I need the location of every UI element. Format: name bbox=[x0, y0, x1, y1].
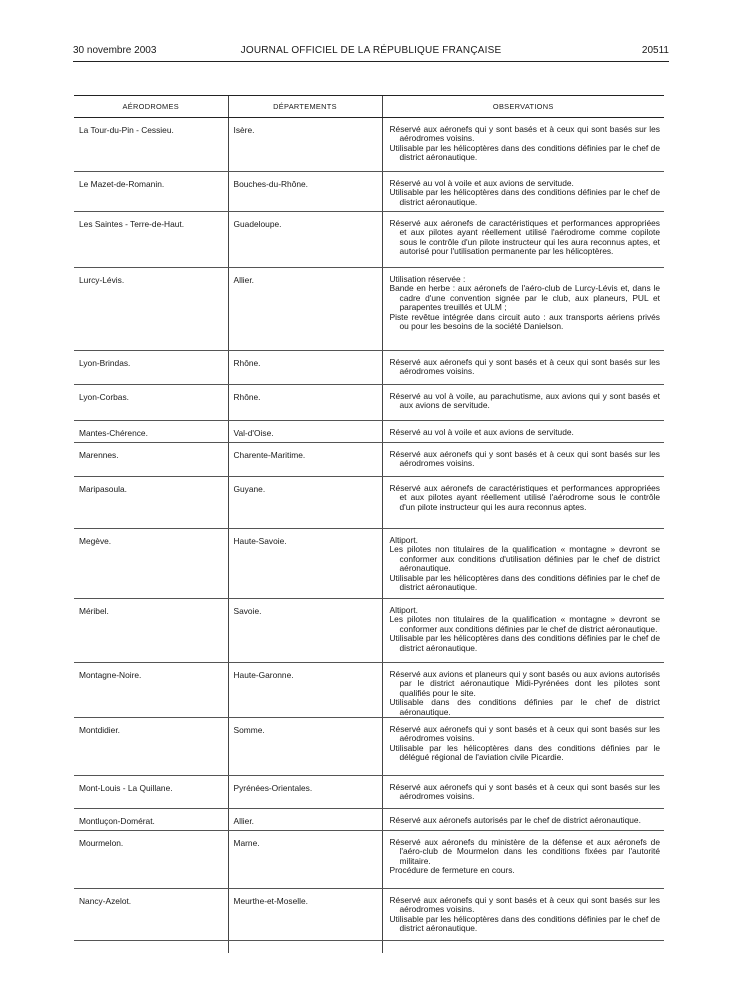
observation-line: Réservé aux aéronefs qui y sont basés et à ceux qui sont basés sur les aérodromes voisins. bbox=[389, 782, 660, 802]
aerodrome-cell: La Tour-du-Pin - Cessieu. bbox=[74, 118, 228, 172]
observations-cell bbox=[382, 809, 664, 831]
departement-cell: Allier. bbox=[228, 268, 382, 351]
observations-cell bbox=[382, 889, 664, 941]
table-row bbox=[74, 599, 664, 663]
aerodrome-cell: Maripasoula. bbox=[74, 477, 228, 529]
observation-line: Piste revêtue intégrée dans circuit auto : aux transports aériens privés ou pour les besoins de la société Danielson. bbox=[389, 311, 660, 332]
observation-line: Utilisable par les hélicoptères dans des conditions définies par le chef de district aéronautique. bbox=[389, 572, 660, 593]
observations-cell bbox=[382, 776, 664, 809]
aerodromes-table bbox=[74, 95, 664, 953]
aerodrome-cell: Montluçon-Domérat. bbox=[74, 809, 228, 831]
observation-line: Altiport. bbox=[389, 605, 418, 615]
publication-date: 30 novembre 2003 bbox=[73, 45, 157, 56]
table-row bbox=[74, 351, 664, 385]
table-row bbox=[74, 268, 664, 351]
table-row bbox=[74, 809, 664, 831]
aerodrome-cell: Montdidier. bbox=[74, 718, 228, 776]
aerodrome-cell: Nancy-Azelot. bbox=[74, 889, 228, 941]
table-row bbox=[74, 172, 664, 212]
observation-line: Utilisable par les hélicoptères dans des conditions définies par le chef de district aéronautique. bbox=[389, 187, 660, 207]
table-row bbox=[74, 477, 664, 529]
table-body bbox=[74, 118, 664, 954]
observations-cell bbox=[382, 599, 664, 663]
departement-cell: Val-d'Oise. bbox=[228, 421, 382, 443]
observation-line: Réservé aux aéronefs du ministère de la défense et aux aéronefs de l'aéro-club de Mourmelon dans les conditions fixées par l'autorité militaire. bbox=[389, 837, 660, 866]
observation-line: Réservé aux aéronefs qui y sont basés et à ceux qui sont basés sur les aérodromes voisins. bbox=[389, 357, 660, 377]
table-row bbox=[74, 663, 664, 718]
aerodrome-cell: Lyon-Brindas. bbox=[74, 351, 228, 385]
departement-cell: Haute-Savoie. bbox=[228, 529, 382, 599]
aerodrome-cell: Méribel. bbox=[74, 599, 228, 663]
observation-line: Réservé aux aéronefs qui y sont basés et à ceux qui sont basés sur les aérodromes voisins. bbox=[389, 124, 660, 144]
departement-cell: Somme. bbox=[228, 718, 382, 776]
observations-cell bbox=[382, 268, 664, 351]
observation-line: Utilisable par les hélicoptères dans des conditions définies par le chef de district aéronautique. bbox=[389, 142, 660, 163]
observation-line: Réservé aux avions et planeurs qui y sont basés ou aux avions autorisés par le district aéronautique Midi-Pyrénées dont les pilotes sont qualifiés pour le site. bbox=[389, 669, 660, 698]
observation-line: Réservé aux aéronefs qui y sont basés et à ceux qui sont basés sur les aérodromes voisins. bbox=[389, 724, 660, 744]
header-rule bbox=[73, 61, 669, 62]
departement-cell: Rhône. bbox=[228, 351, 382, 385]
aerodrome-cell: Montagne-Noire. bbox=[74, 663, 228, 718]
departement-cell: Savoie. bbox=[228, 599, 382, 663]
empty-cell bbox=[382, 941, 664, 954]
table-row bbox=[74, 118, 664, 172]
departement-cell: Haute-Garonne. bbox=[228, 663, 382, 718]
table-row bbox=[74, 529, 664, 599]
journal-title: JOURNAL OFFICIEL DE LA RÉPUBLIQUE FRANÇAISE bbox=[240, 45, 502, 56]
observation-line: Réservé aux aéronefs autorisés par le chef de district aéronautique. bbox=[389, 815, 641, 826]
page-number: 20511 bbox=[641, 45, 669, 56]
observations-cell bbox=[382, 351, 664, 385]
table-row bbox=[74, 212, 664, 268]
departement-cell: Pyrénées-Orientales. bbox=[228, 776, 382, 809]
observations-cell bbox=[382, 831, 664, 889]
departement-cell: Marne. bbox=[228, 831, 382, 889]
observations-cell bbox=[382, 477, 664, 529]
observation-line: Altiport. bbox=[389, 535, 418, 545]
observation-line: Utilisable par les hélicoptères dans des conditions définies par le chef de district aéronautique. bbox=[389, 913, 660, 934]
observation-line: Bande en herbe : aux aéronefs de l'aéro-club de Lurcy-Lévis et, dans le cadre d'une convention signée par le club, aux planeurs, PUL et parapentes treuillés et ULM ; bbox=[389, 283, 660, 313]
departement-cell: Allier. bbox=[228, 809, 382, 831]
table-header-row bbox=[74, 96, 664, 118]
departement-cell: Bouches-du-Rhône. bbox=[228, 172, 382, 212]
observation-line: Les pilotes non titulaires de la qualification « montagne » devront se conformer aux conditions d'utilisation définies par le chef de district aéronautique. bbox=[389, 544, 660, 574]
observation-line: Utilisable par les hélicoptères dans des conditions définies par le chef de district aéronautique. bbox=[389, 633, 660, 653]
observations-cell bbox=[382, 118, 664, 172]
column-header-observations: OBSERVATIONS bbox=[382, 96, 664, 118]
aerodrome-cell: Lyon-Corbas. bbox=[74, 385, 228, 421]
departement-cell: Rhône. bbox=[228, 385, 382, 421]
table-row bbox=[74, 443, 664, 477]
departement-cell: Meurthe-et-Moselle. bbox=[228, 889, 382, 941]
observation-line: Réservé au vol à voile et aux avions de servitude. bbox=[389, 178, 574, 188]
observation-line: Utilisable par les hélicoptères dans des conditions définies par le délégué régional de l'aviation civile Picardie. bbox=[389, 742, 660, 763]
observations-cell bbox=[382, 443, 664, 477]
observations-cell bbox=[382, 172, 664, 212]
departement-cell: Charente-Maritime. bbox=[228, 443, 382, 477]
observations-cell bbox=[382, 385, 664, 421]
empty-cell bbox=[74, 941, 228, 954]
aerodrome-cell: Lurcy-Lévis. bbox=[74, 268, 228, 351]
observations-cell bbox=[382, 421, 664, 443]
column-header-departements: DÉPARTEMENTS bbox=[228, 96, 382, 118]
departement-cell: Isère. bbox=[228, 118, 382, 172]
table-row bbox=[74, 831, 664, 889]
column-header-aerodromes: AÉRODROMES bbox=[74, 96, 228, 118]
observation-line: Réservé aux aéronefs qui y sont basés et à ceux qui sont basés sur les aérodromes voisins. bbox=[389, 895, 660, 915]
table-row bbox=[74, 718, 664, 776]
observation-line: Réservé au vol à voile et aux avions de servitude. bbox=[389, 427, 574, 437]
observation-line: Les pilotes non titulaires de la qualification « montagne » devront se conformer aux conditions définies par le chef de district aéronautique. bbox=[389, 614, 660, 634]
aerodrome-cell: Mourmelon. bbox=[74, 831, 228, 889]
aerodrome-cell: Mantes-Chérence. bbox=[74, 421, 228, 443]
table-continuation-row bbox=[74, 941, 664, 954]
aerodrome-cell: Marennes. bbox=[74, 443, 228, 477]
observation-line: Réservé aux aéronefs de caractéristiques et performances appropriées et aux pilotes ayant réellement utilisé l'aérodrome comme copilote sous le contrôle d'un pilote instructeur qui les aura reconnus aptes, et autorisé pour l'utilisation permanente par les hélicoptères. bbox=[389, 218, 660, 257]
observation-line: Procédure de fermeture en cours. bbox=[389, 865, 515, 876]
observation-line: Réservé au vol à voile, au parachutisme, aux avions qui y sont basés et aux avions de servitude. bbox=[389, 391, 660, 411]
empty-cell bbox=[228, 941, 382, 954]
observation-line: Réservé aux aéronefs de caractéristiques et performances appropriées et aux pilotes ayant réellement utilisé l'aérodrome sous le contrôle d'un pilote instructeur qui les aura reconnus aptes. bbox=[389, 483, 660, 512]
table-row bbox=[74, 776, 664, 809]
observations-cell bbox=[382, 529, 664, 599]
departement-cell: Guyane. bbox=[228, 477, 382, 529]
observations-cell bbox=[382, 663, 664, 718]
aerodrome-cell: Les Saintes - Terre-de-Haut. bbox=[74, 212, 228, 268]
observation-line: Utilisable dans des conditions définies par le chef de district aéronautique. bbox=[389, 697, 660, 717]
aerodrome-cell: Le Mazet-de-Romanin. bbox=[74, 172, 228, 212]
departement-cell: Guadeloupe. bbox=[228, 212, 382, 268]
observation-line: Réservé aux aéronefs qui y sont basés et à ceux qui sont basés sur les aérodromes voisins. bbox=[389, 449, 660, 469]
table-row bbox=[74, 889, 664, 941]
observations-cell bbox=[382, 718, 664, 776]
observation-line: Utilisation réservée : bbox=[389, 274, 466, 284]
page-header bbox=[73, 45, 669, 61]
table-row bbox=[74, 385, 664, 421]
observations-cell bbox=[382, 212, 664, 268]
aerodrome-cell: Mont-Louis - La Quillane. bbox=[74, 776, 228, 809]
aerodrome-cell: Megève. bbox=[74, 529, 228, 599]
table-row bbox=[74, 421, 664, 443]
